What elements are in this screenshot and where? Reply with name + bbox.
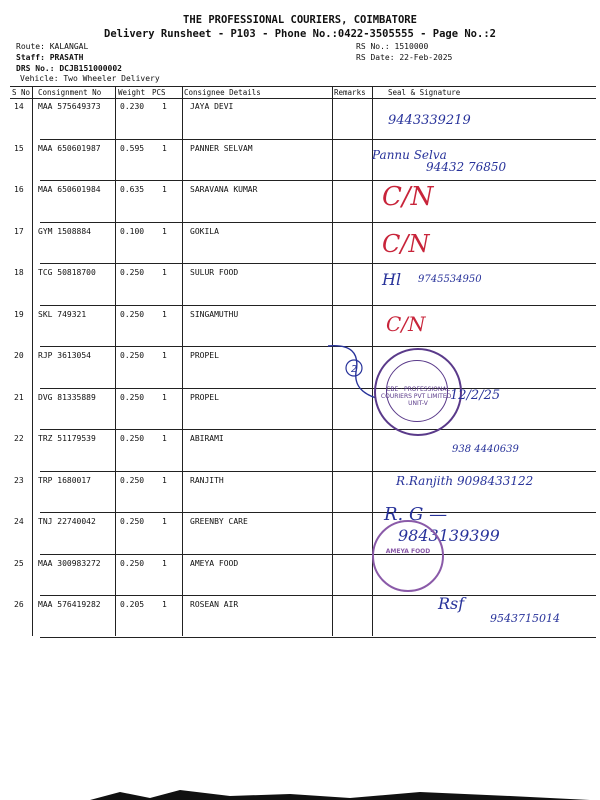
column-header-sno: S No [12, 88, 31, 97]
row-consignee: GREENBY CARE [190, 517, 248, 526]
vehicle-field [20, 74, 160, 83]
staff-field [16, 53, 83, 62]
route-value: KALANGAL [49, 42, 89, 51]
barcode-image [228, 40, 348, 65]
staff-label: Staff: [16, 53, 45, 62]
signature-row-22: 938 4440639 [452, 444, 519, 455]
row-consignee: SULUR FOOD [190, 268, 239, 277]
cn-mark-row-16: C/N [382, 182, 434, 212]
row-consignee: ROSEAN AIR [190, 600, 239, 609]
row-pcs: 1 [162, 309, 167, 319]
runsheet-table [10, 86, 596, 636]
row-sno: 25 [14, 558, 24, 568]
drs-field [16, 64, 122, 73]
rs-date-label: RS Date: [356, 53, 395, 62]
row-weight: 0.595 [120, 143, 145, 153]
row-sno: 17 [14, 226, 24, 236]
row-consignee: GOKILA [190, 226, 219, 236]
signature-row-18-mark: Hl [382, 270, 402, 289]
svg-text:2: 2 [351, 364, 358, 375]
signature-row-24-mark: R. G — [384, 504, 448, 525]
row-consignment-no: DVG 81335889 [38, 392, 96, 402]
row-consignment-no: SKL 749321 [38, 309, 87, 319]
row-consignment-no: TNJ 22740042 [38, 517, 96, 526]
stamp-text: CBE · PROFESSIONAL COURIERS PVT LIMITED · UNIT-V [380, 386, 456, 407]
row-sno: 23 [14, 475, 24, 485]
ameya-food-stamp [372, 520, 444, 592]
row-pcs: 1 [162, 558, 167, 568]
table-row [10, 555, 596, 597]
route-field [16, 42, 88, 51]
runsheet-subtitle: Delivery Runsheet - P103 - Phone No.:0422-3505555 - Page No.:2 [104, 28, 496, 40]
row-consignment-no: RJP 3613054 [38, 351, 91, 360]
row-weight: 0.250 [120, 517, 145, 526]
route-label: Route: [16, 42, 45, 51]
row-sno: 16 [14, 185, 24, 194]
row-pcs: 1 [162, 600, 167, 609]
row-pcs: 1 [162, 268, 167, 277]
table-row [10, 389, 596, 431]
table-row [10, 181, 596, 223]
row-sno: 20 [14, 351, 24, 360]
rs-no-label: RS No.: [356, 42, 390, 51]
signature-row-15-name: Pannu Selva [372, 148, 447, 162]
cn-mark-row-17: C/N [382, 230, 430, 258]
rs-date-value: 22-Feb-2025 [399, 53, 453, 62]
row-consignee: RANJITH [190, 475, 224, 485]
row-consignee: AMEYA FOOD [190, 558, 239, 568]
row-sno: 14 [14, 102, 24, 111]
signature-row-26: 9543715014 [490, 612, 560, 625]
row-weight: 0.250 [120, 434, 145, 443]
row-consignment-no: MAA 650601984 [38, 185, 101, 194]
staff-value: PRASATH [49, 53, 84, 62]
column-header-weight: Weight [118, 88, 146, 97]
bracket-mark-rows-20-21 [320, 342, 380, 402]
row-sno: 18 [14, 268, 24, 277]
column-header-remarks: Remarks [334, 88, 366, 97]
table-row [10, 264, 596, 306]
table-top-border [10, 86, 596, 87]
signature-row-26-mark: Rsf [438, 594, 465, 613]
row-bottom-border [40, 637, 596, 638]
row-consignee: PROPEL [190, 392, 219, 402]
row-weight: 0.100 [120, 226, 145, 236]
row-weight: 0.250 [120, 268, 145, 277]
drs-label: DRS No.: [16, 64, 55, 73]
row-weight: 0.250 [120, 475, 145, 485]
table-row [10, 347, 596, 389]
row-consignee: PANNER SELVAM [190, 143, 253, 153]
cn-mark-row-19: C/N [386, 312, 426, 336]
row-consignment-no: TCG 50818700 [38, 268, 96, 277]
column-header-pcs: PCS [152, 88, 166, 97]
row-pcs: 1 [162, 517, 167, 526]
row-weight: 0.230 [120, 102, 145, 111]
scan-edge-mark [90, 786, 590, 800]
row-pcs: 1 [162, 434, 167, 443]
row-weight: 0.635 [120, 185, 145, 194]
row-sno: 24 [14, 517, 24, 526]
row-weight: 0.250 [120, 392, 145, 402]
row-consignment-no: MAA 576419282 [38, 600, 101, 609]
row-consignee: PROPEL [190, 351, 219, 360]
row-pcs: 1 [162, 226, 167, 236]
signature-row-14: 9443339219 [388, 113, 471, 128]
row-pcs: 1 [162, 392, 167, 402]
table-row [10, 306, 596, 348]
row-pcs: 1 [162, 102, 167, 111]
row-weight: 0.205 [120, 600, 145, 609]
row-consignment-no: MAA 300983272 [38, 558, 101, 568]
drs-value: DCJB151000002 [59, 64, 122, 73]
rs-date-field [356, 53, 452, 62]
row-sno: 19 [14, 309, 24, 319]
rs-no-field [356, 42, 428, 51]
signature-rows-20-21: 12/2/25 [450, 388, 501, 403]
table-row [10, 513, 596, 555]
row-consignee: JAYA DEVI [190, 102, 234, 111]
professional-couriers-stamp [374, 348, 462, 436]
table-row [10, 140, 596, 182]
row-consignee: SINGAMUTHU [190, 309, 239, 319]
column-header-consignee: Consignee Details [184, 88, 261, 97]
row-sno: 15 [14, 143, 24, 153]
row-consignment-no: GYM 1508884 [38, 226, 91, 236]
rs-no-value: 1510000 [394, 42, 429, 51]
column-header-consignment: Consignment No [38, 88, 102, 97]
row-pcs: 1 [162, 143, 167, 153]
row-pcs: 1 [162, 351, 167, 360]
ameya-stamp-text: AMEYA FOOD [385, 548, 431, 555]
row-sno: 21 [14, 392, 24, 402]
signature-row-15-phone: 94432 76850 [426, 160, 507, 174]
row-sno: 26 [14, 600, 24, 609]
table-row [10, 223, 596, 265]
signature-row-24: 9843139399 [398, 526, 500, 545]
row-consignment-no: TRP 1680017 [38, 475, 91, 485]
row-consignment-no: MAA 575649373 [38, 102, 101, 111]
row-consignment-no: MAA 650601987 [38, 143, 101, 153]
signature-row-23: R.Ranjith 9098433122 [396, 474, 534, 488]
row-consignee: SARAVANA KUMAR [190, 185, 258, 194]
row-consignment-no: TRZ 51179539 [38, 434, 96, 443]
row-sno: 22 [14, 434, 24, 443]
vehicle-value: Two Wheeler Delivery [63, 74, 160, 83]
table-row [10, 98, 596, 140]
row-pcs: 1 [162, 185, 167, 194]
signature-row-18: 9745534950 [418, 274, 482, 285]
row-weight: 0.250 [120, 309, 145, 319]
row-weight: 0.250 [120, 558, 145, 568]
column-header-seal-signature: Seal & Signature [388, 88, 461, 97]
row-weight: 0.250 [120, 351, 145, 360]
row-pcs: 1 [162, 475, 167, 485]
row-consignee: ABIRAMI [190, 434, 224, 443]
vehicle-label: Vehicle: [20, 74, 59, 83]
runsheet-title: THE PROFESSIONAL COURIERS, COIMBATORE [183, 14, 417, 26]
